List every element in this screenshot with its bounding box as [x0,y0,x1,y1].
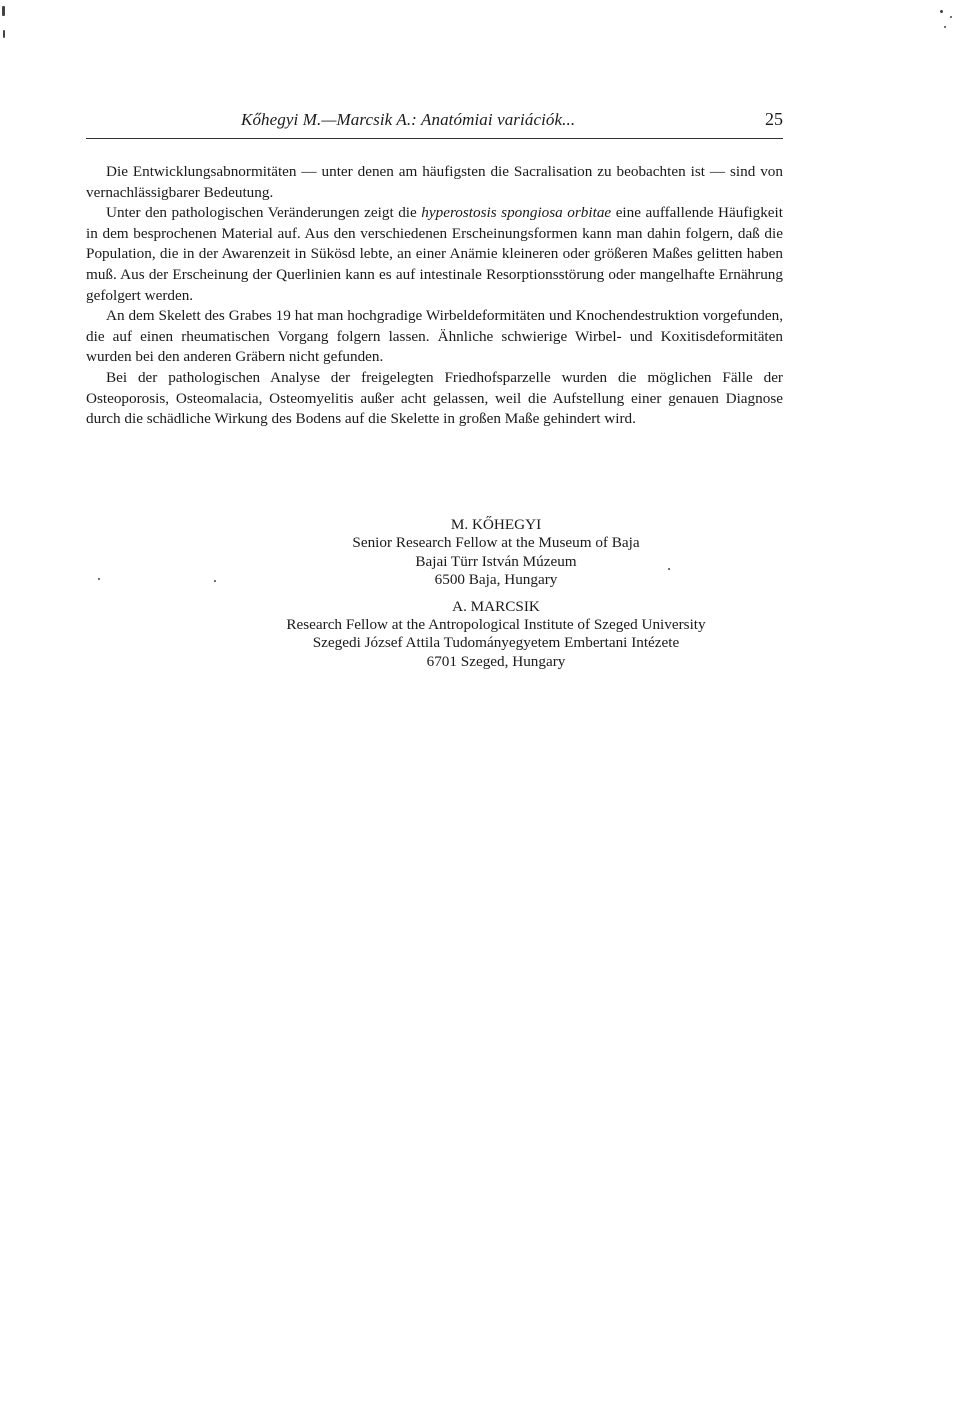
running-title: Kőhegyi M.—Marcsik A.: Anatómiai variációk... [241,110,576,129]
scan-speck [944,26,946,28]
page-number: 25 [765,109,783,129]
author-1-name: M. KŐHEGYI [450,516,542,533]
author-1-address: 6500 Baja, Hungary [434,571,558,589]
paragraph-1: Die Entwicklungsabnormitäten — unter denen am häufigsten die Sacralisation zu beobachten ist — sind von vernachlässigbarer Bedeutung. [86,163,783,201]
paragraph-2-italic-term: hyperostosis spongiosa orbitae [421,204,612,222]
paragraph-2-text-start: Unter den pathologischen Veränderungen zeigt die [106,204,422,222]
author-addresses [86,516,906,671]
scan-speck [2,6,5,16]
author-2-address: 6701 Szeged, Hungary [426,652,566,670]
author-1-institution: Bajai Türr István Múzeum [415,552,577,570]
scan-speck [940,10,943,13]
scan-speck [214,580,216,582]
paragraph-4: Bei der pathologischen Analyse der freigelegten Friedhofsparzelle wurden die möglichen Fälle der Osteoporosis, Osteomalacia, Osteomyelitis außer acht gelassen, weil die Aufstellung einer genauen Diagnose durch die schädliche Wirkung des Bodens auf die Skelette in großen Maße gehindert wird. [86,368,783,428]
author-1-position: Senior Research Fellow at the Museum of Baja [352,534,640,552]
paragraph-2 [86,203,783,306]
scan-speck [668,568,670,570]
paragraph-3: An dem Skelett des Grabes 19 hat man hochgradige Wirbeldeformitäten und Knochendestruktion vorgefunden, die auf einen rheumatischen Vorgang folgern lassen. Ähnliche schwierige Wirbel- und Koxitisdeformitäten wurden bei den anderen Gräbern nicht gefunden. [86,307,783,366]
author-2-position: Research Fellow at the Antropological Institute of Szeged University [286,616,706,634]
author-2-institution: Szegedi József Attila Tudományegyetem Embertani Intézete [312,634,680,652]
paragraph-2-text-end: eine auffallende Häufigkeit in dem besprochenen Material auf. Aus den verschiedenen Erscheinungsformen kann man dahin folgern, daß die Population, die in der Awarenzeit in Sükösd lebte, an einer Anämie kleineren oder größeren Maßes gelitten haben muß. Aus der Erscheinung der Querlinien kann es auf intestinale Resorptionsstörung oder mangelhafte Ernährung gefolgert werden. [86,204,783,304]
body-text [86,162,783,430]
scan-speck [950,16,952,18]
scan-speck [3,30,5,38]
spacer [86,590,906,598]
author-2-name: A. MARCSIK [452,597,540,615]
scan-speck [98,578,100,580]
running-header [86,110,783,139]
